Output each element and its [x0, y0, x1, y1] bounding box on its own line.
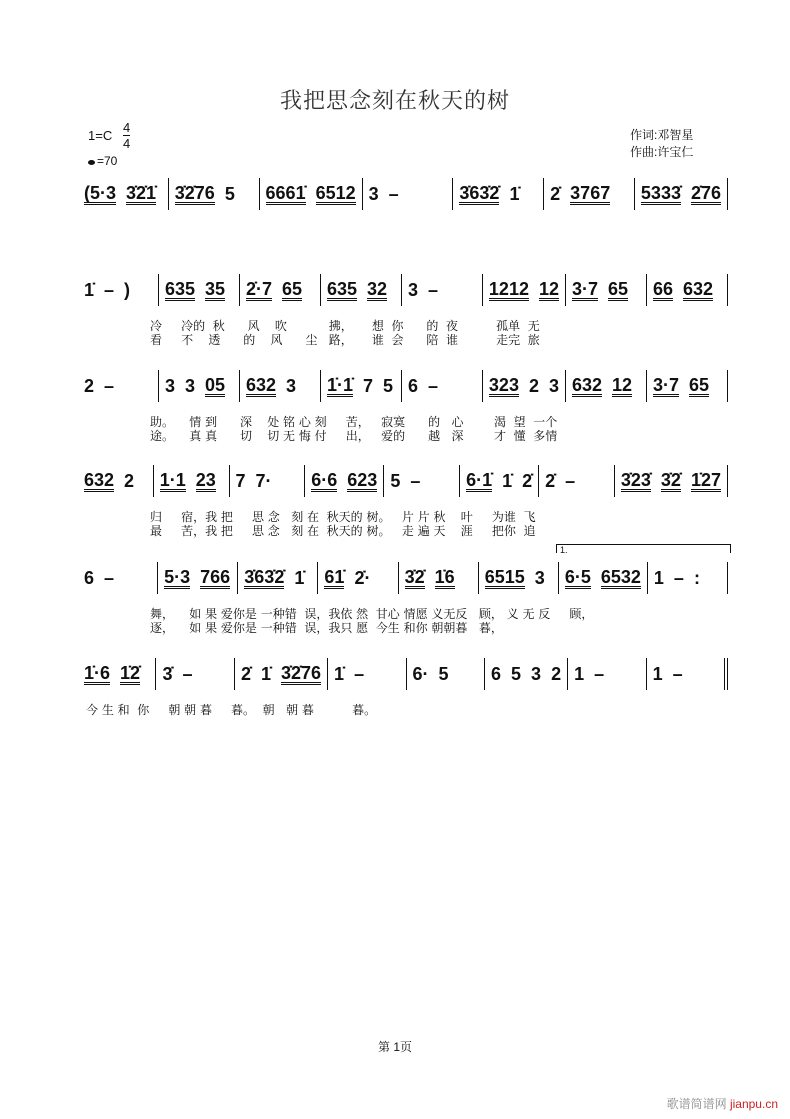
composer: 作曲:许宝仁	[630, 145, 694, 159]
note-group: –	[104, 376, 115, 396]
note-group: 2̇	[545, 471, 556, 491]
note-group: –	[594, 664, 605, 684]
note-group: 3̇2̇	[660, 469, 681, 490]
note-group: 5	[438, 664, 449, 684]
note-group: 2	[124, 471, 135, 491]
measure	[328, 658, 406, 690]
note-group: 1̇·1̇	[326, 374, 353, 395]
note-group: –	[410, 471, 421, 491]
lyrics-line: 看 不 透 的 风 尘 路， 谁 会 陪 谁 走完 旅	[150, 333, 540, 347]
measure	[460, 465, 539, 497]
note-group: 3	[534, 568, 545, 588]
quarter-note-icon	[88, 160, 95, 165]
note-group: 32	[367, 278, 388, 299]
note-group: 1̇	[502, 471, 513, 491]
note-group: 66	[652, 278, 674, 299]
note-group: –	[104, 568, 115, 588]
note-group: 61̇	[324, 566, 345, 587]
note-group: 2̇·	[354, 568, 371, 588]
measure	[158, 562, 238, 594]
measure	[235, 658, 328, 690]
measure	[407, 658, 485, 690]
note-group: 6·5	[564, 566, 591, 587]
volta-bracket: 1.	[556, 544, 731, 553]
note-group: 6·6	[311, 469, 338, 490]
measure	[321, 274, 402, 306]
note-group: 1̇6	[434, 566, 455, 587]
note-group: 1̇	[260, 664, 271, 684]
measure	[318, 562, 398, 594]
note-group: 2	[551, 664, 562, 684]
note-group: 766	[200, 566, 231, 587]
note-group: 3	[185, 376, 196, 396]
note-group: 1̇	[334, 664, 345, 684]
note-group: 3767	[570, 182, 611, 203]
note-group: 05	[205, 374, 226, 395]
measure	[648, 562, 728, 594]
measure	[240, 370, 321, 402]
note-group: 632	[683, 278, 714, 299]
staff-row	[78, 176, 728, 210]
note-group: 2̇·7	[245, 278, 272, 299]
lyrics-line: 途。 真 真 切 切 无 悔 付 出， 爱的 越 深 才 懂 多情	[150, 429, 558, 443]
note-group: 2	[84, 376, 95, 396]
tempo-value: =70	[97, 154, 118, 168]
note-group: –	[388, 184, 399, 204]
key-signature: 1=C	[88, 128, 113, 143]
measure	[78, 562, 158, 594]
note-group: 3	[286, 376, 297, 396]
measure	[539, 465, 615, 497]
measure	[384, 465, 460, 497]
credits	[630, 127, 693, 161]
note-group: 5333̇	[640, 182, 681, 203]
note-group: 1̇	[84, 280, 95, 300]
lyrics-line: 助。 情 到 深 处 铭 心 刻 苦， 寂寞 的 心 渴 望 一个	[150, 415, 558, 429]
note-group: 2̇	[240, 664, 251, 684]
measure	[159, 370, 240, 402]
staff-row	[78, 560, 728, 594]
measure	[647, 658, 728, 690]
note-group: 7·	[255, 471, 272, 491]
note-group: 6515	[484, 566, 525, 587]
measure	[485, 658, 568, 690]
note-group: –	[427, 280, 438, 300]
staff-row	[78, 463, 728, 497]
measure	[544, 178, 635, 210]
measure	[78, 178, 169, 210]
measure	[647, 370, 728, 402]
measure	[559, 562, 648, 594]
note-group: 1·1	[159, 469, 186, 490]
measure	[402, 370, 483, 402]
watermark-url: jianpu.cn	[729, 1097, 778, 1111]
note-group: 1̇	[509, 184, 520, 204]
measure	[483, 274, 566, 306]
note-group: –	[565, 471, 576, 491]
measure	[78, 658, 156, 690]
note-group: 2̇76	[690, 182, 722, 203]
note-group: –	[673, 568, 684, 588]
note-group: 5·3	[164, 566, 191, 587]
measure	[321, 370, 402, 402]
note-group: 1̇·6	[84, 662, 111, 683]
time-signature	[123, 120, 130, 151]
note-group: 3̇2̇76	[281, 662, 322, 683]
note-group: 6	[407, 376, 418, 396]
measure	[635, 178, 728, 210]
staff-row	[78, 368, 728, 402]
lyrics-line: 冷 冷的 秋 风 吹 拂， 想 你 的 夜 孤单 无	[150, 319, 540, 333]
measure	[363, 178, 454, 210]
note-group: 5	[390, 471, 401, 491]
note-group: 7	[235, 471, 246, 491]
note-group: 3	[164, 376, 175, 396]
measure	[402, 274, 483, 306]
note-group: 6512	[315, 182, 356, 203]
measure	[78, 274, 159, 306]
measure	[399, 562, 479, 594]
measure	[156, 658, 234, 690]
measure	[238, 562, 318, 594]
measure	[169, 178, 260, 210]
measure	[154, 465, 230, 497]
note-group: 635	[326, 278, 357, 299]
measure	[230, 465, 306, 497]
lyricist: 作词:邓智星	[630, 128, 694, 142]
lyrics-line: 归 宿，我 把 思 念 刻 在 秋天的 树。 片 片 秋 叶 为谁 飞	[150, 510, 536, 524]
note-group: 3	[407, 280, 418, 300]
measure	[566, 274, 647, 306]
note-group: 65	[608, 278, 629, 299]
page-number: 第 1页	[377, 1040, 412, 1054]
tempo-marking	[88, 154, 117, 168]
measure	[615, 465, 728, 497]
measure	[483, 370, 566, 402]
note-group: )	[124, 280, 131, 300]
measure	[568, 658, 646, 690]
time-bottom: 4	[123, 136, 131, 151]
note-group: 3·7	[572, 278, 599, 299]
note-group: 3	[531, 664, 542, 684]
note-group: :	[693, 568, 700, 588]
note-group: 3	[548, 376, 559, 396]
staff-row	[78, 272, 728, 306]
note-group: 12	[538, 278, 559, 299]
note-group: 6661̇	[265, 182, 306, 203]
note-group: 6	[84, 568, 95, 588]
note-group: 65	[281, 278, 303, 299]
note-group: 3·7	[652, 374, 679, 395]
measure	[78, 370, 159, 402]
note-group: 5	[382, 376, 393, 396]
note-group: 1̇27	[690, 469, 721, 490]
note-group: 3̇2̇	[404, 566, 425, 587]
measure	[78, 465, 154, 497]
lyrics-line: 最 苦，我 把 思 念 刻 在 秋天的 树。 走 遍 天 涯 把你 追	[150, 524, 536, 538]
note-group: –	[427, 376, 438, 396]
note-group: –	[104, 280, 115, 300]
measure	[647, 274, 728, 306]
song-title: 我把思念刻在秋天的树	[279, 89, 510, 114]
measure	[159, 274, 240, 306]
note-group: 635	[164, 278, 196, 299]
note-group: 3̇2̇1̇	[126, 182, 157, 203]
note-group: 632	[572, 374, 603, 395]
note-group: 3	[368, 184, 379, 204]
note-group: 632	[84, 469, 115, 490]
note-group: 6·1̇	[466, 469, 493, 490]
note-group: 1̇2̇	[120, 662, 141, 683]
lyrics-line: 逐， 如 果 爱你是 一种错 误，我只 愿 今生 和你 朝朝暮 暮，	[150, 621, 503, 635]
measure	[566, 370, 647, 402]
lyrics-line: 今 生 和 你 朝 朝 暮 暮。 朝 朝 暮 暮。	[86, 703, 377, 717]
note-group: 6·	[412, 664, 429, 684]
note-group: 2̇	[550, 184, 561, 204]
note-group: –	[182, 664, 193, 684]
note-group: 3̇2̇76	[174, 182, 215, 203]
watermark-site: 歌谱简谱网	[666, 1097, 727, 1111]
lyrics-line: 舞， 如 果 爱你是 一种错 误，我依 然 甘心 情愿 义无反 顾， 义 无 反 顾，	[150, 607, 594, 621]
note-group: 2̇	[522, 471, 533, 491]
note-group: 632	[245, 374, 277, 395]
note-group: 3̇63̇2̇	[459, 182, 500, 203]
note-group: 623	[347, 469, 378, 490]
note-group: 5	[224, 184, 235, 204]
note-group: 1212	[488, 278, 529, 299]
note-group: 3̇63̇2̇	[244, 566, 285, 587]
measure	[453, 178, 544, 210]
note-group: 323	[488, 374, 519, 395]
note-group: 1̇	[294, 568, 305, 588]
note-group: 12	[612, 374, 633, 395]
note-group: 3̇	[162, 664, 173, 684]
note-group: 35	[205, 278, 226, 299]
measure	[260, 178, 363, 210]
note-group: 65	[689, 374, 710, 395]
note-group: 1	[652, 664, 663, 684]
watermark	[667, 1095, 778, 1112]
note-group: 1	[574, 664, 585, 684]
note-group: –	[672, 664, 683, 684]
note-group: 7	[362, 376, 373, 396]
note-group: (5·3	[84, 182, 117, 203]
note-group: –	[354, 664, 365, 684]
note-group: 3̇23̇	[620, 469, 651, 490]
note-group: 6	[491, 664, 502, 684]
note-group: 2	[528, 376, 539, 396]
measure	[479, 562, 559, 594]
note-group: 6532	[600, 566, 641, 587]
note-group: 1	[653, 568, 664, 588]
staff-row	[78, 656, 728, 690]
time-top: 4	[123, 120, 131, 135]
measure	[305, 465, 384, 497]
note-group: 23	[195, 469, 216, 490]
note-group: 5	[511, 664, 522, 684]
measure	[240, 274, 321, 306]
